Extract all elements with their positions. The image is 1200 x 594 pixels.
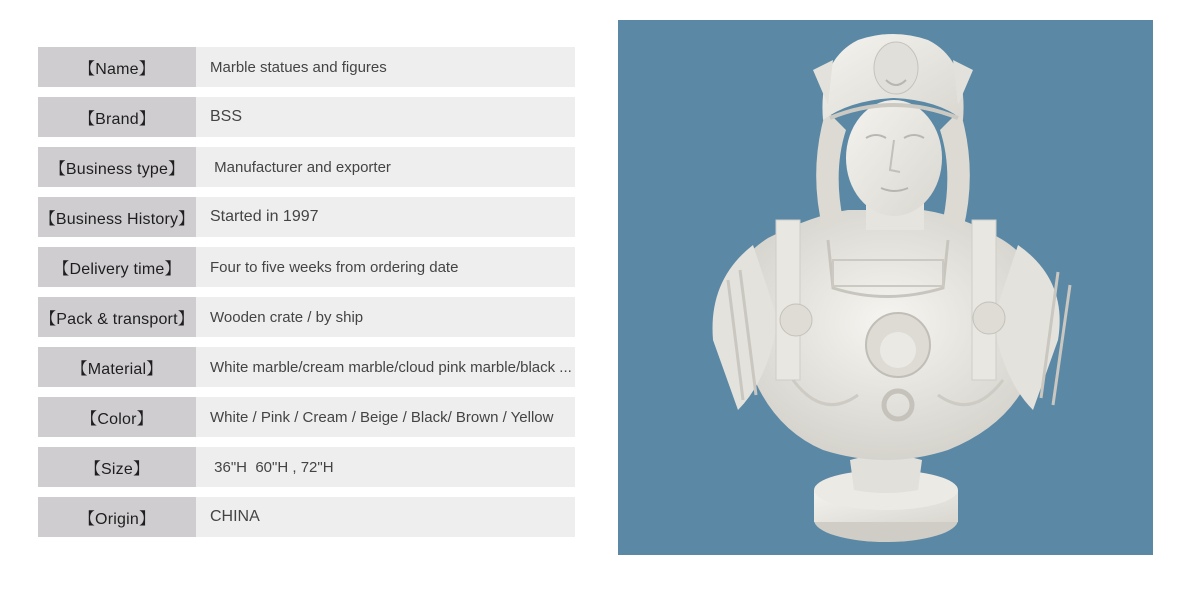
spec-value-size: 36"H 60"H , 72"H	[196, 447, 575, 487]
spec-label-brand: 【Brand】	[38, 97, 196, 137]
spec-row-color	[38, 397, 575, 437]
spec-row-material	[38, 347, 575, 387]
spec-value-delivery-time: Four to five weeks from ordering date	[196, 247, 575, 287]
spec-label-origin: 【Origin】	[38, 497, 196, 537]
spec-label-delivery-time: 【Delivery time】	[38, 247, 196, 287]
spec-label-material: 【Material】	[38, 347, 196, 387]
spec-row-origin	[38, 497, 575, 537]
spec-label-size: 【Size】	[38, 447, 196, 487]
spec-value-color: White / Pink / Cream / Beige / Black/ Brown / Yellow	[196, 397, 575, 437]
spec-value-name: Marble statues and figures	[196, 47, 575, 87]
spec-row-delivery-time	[38, 247, 575, 287]
spec-row-name	[38, 47, 575, 87]
pedestal	[814, 455, 958, 542]
spec-row-brand	[38, 97, 575, 137]
spec-row-business-history	[38, 197, 575, 237]
spec-label-pack-transport: 【Pack & transport】	[38, 297, 196, 337]
spec-row-pack-transport	[38, 297, 575, 337]
spec-value-business-type: Manufacturer and exporter	[196, 147, 575, 187]
marble-bust-illustration	[618, 20, 1153, 555]
spec-value-business-history: Started in 1997	[196, 197, 575, 237]
spec-value-origin: CHINA	[196, 497, 575, 537]
spec-row-business-type	[38, 147, 575, 187]
spec-label-name: 【Name】	[38, 47, 196, 87]
spec-value-material: White marble/cream marble/cloud pink marble/black ...	[196, 347, 575, 387]
product-photo	[618, 20, 1153, 555]
bust-torso	[713, 210, 1071, 460]
spec-value-pack-transport: Wooden crate / by ship	[196, 297, 575, 337]
spec-table	[38, 47, 575, 547]
spec-label-business-history: 【Business History】	[38, 197, 196, 237]
spec-value-brand: BSS	[196, 97, 575, 137]
spec-row-size	[38, 447, 575, 487]
spec-label-business-type: 【Business type】	[38, 147, 196, 187]
spec-label-color: 【Color】	[38, 397, 196, 437]
